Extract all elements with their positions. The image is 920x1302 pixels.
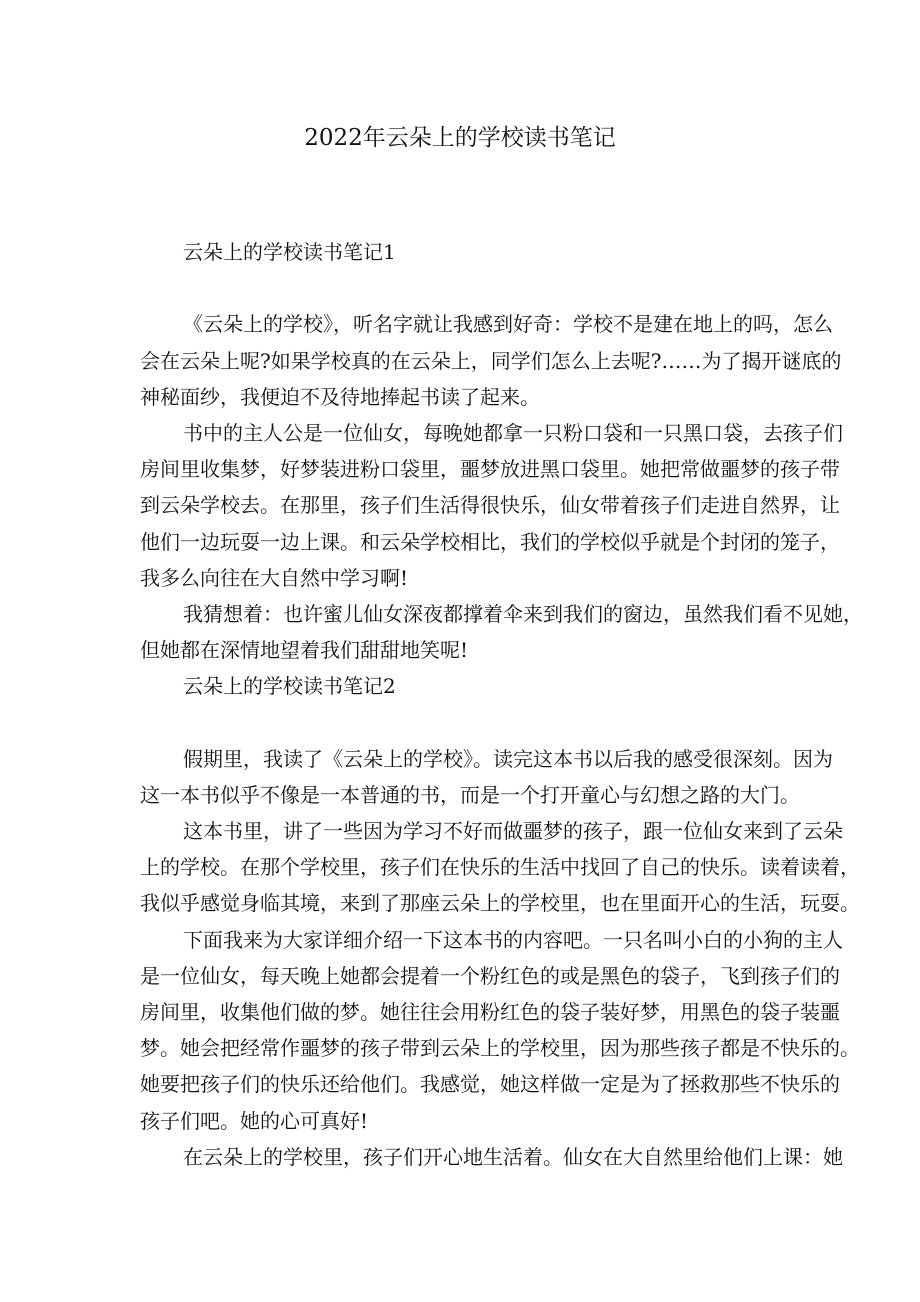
paragraph-line: 房间里收集梦，好梦装进粉口袋里，噩梦放进黑口袋里。她把常做噩梦的孩子带 xyxy=(140,457,840,482)
paragraph-line: 是一位仙女，每天晚上她都会提着一个粉红色的或是黑色的袋子，飞到孩子们的 xyxy=(140,963,840,988)
paragraph-line: 我似乎感觉身临其境，来到了那座云朵上的学校里，也在里面开心的生活，玩耍。 xyxy=(140,891,860,916)
paragraph-line: 孩子们吧。她的心可真好! xyxy=(140,1108,369,1133)
paragraph-line: 书中的主人公是一位仙女，每晚她都拿一只粉口袋和一只黑口袋，去孩子们 xyxy=(183,420,843,445)
paragraph-line: 这本书里，讲了一些因为学习不好而做噩梦的孩子，跟一位仙女来到了云朵 xyxy=(183,819,843,843)
paragraph-line: 这一本书似乎不像是一本普通的书，而是一个打开童心与幻想之路的大门。 xyxy=(140,782,800,807)
paragraph-line: 我猜想着：也许蜜儿仙女深夜都撑着伞来到我们的窗边，虽然我们看不见她， xyxy=(183,601,863,626)
paragraph-line: 到云朵学校去。在那里，孩子们生活得很快乐，仙女带着孩子们走进自然界，让 xyxy=(140,493,840,518)
section-heading: 云朵上的学校读书笔记1 xyxy=(183,240,396,264)
paragraph-line: 我多么向往在大自然中学习啊! xyxy=(140,565,409,590)
paragraph-line: 会在云朵上呢?如果学校真的在云朵上，同学们怎么上去呢?……为了揭开谜底的 xyxy=(140,348,842,373)
paragraph-line: 房间里，收集他们做的梦。她往往会用粉红色的袋子装好梦，用黑色的袋子装噩 xyxy=(140,999,840,1024)
paragraph-line: 在云朵上的学校里，孩子们开心地生活着。仙女在大自然里给他们上课：她 xyxy=(183,1144,843,1169)
paragraph-line: 神秘面纱，我便迫不及待地捧起书读了起来。 xyxy=(140,384,540,409)
paragraph-line: 但她都在深情地望着我们甜甜地笑呢! xyxy=(140,638,469,663)
paragraph-line: 上的学校。在那个学校里，孩子们在快乐的生活中找回了自己的快乐。读着读着， xyxy=(140,855,860,880)
paragraph-line: 《云朵上的学校》，听名字就让我感到好奇：学校不是建在地上的吗，怎么 xyxy=(183,312,833,337)
blank-line xyxy=(140,270,786,306)
document-title: 2022年云朵上的学校读书笔记 xyxy=(304,125,616,151)
document-body xyxy=(140,234,863,1175)
paragraph-line: 下面我来为大家详细介绍一下这本书的内容吧。一只名叫小白的小狗的主人 xyxy=(183,927,843,952)
section-heading: 云朵上的学校读书笔记2 xyxy=(183,674,396,699)
paragraph-line: 假期里，我读了《云朵上的学校》。读完这本书以后我的感受很深刻。因为 xyxy=(183,746,833,771)
paragraph-line: 他们一边玩耍一边上课。和云朵学校相比，我们的学校似乎就是个封闭的笼子， xyxy=(140,529,840,554)
paragraph-line: 梦。她会把经常作噩梦的孩子带到云朵上的学校里，因为那些孩子都是不快乐的。 xyxy=(140,1036,860,1061)
blank-line xyxy=(140,704,786,740)
paragraph-line: 她要把孩子们的快乐还给他们。我感觉，她这样做一定是为了拯救那些不快乐的 xyxy=(140,1072,840,1097)
